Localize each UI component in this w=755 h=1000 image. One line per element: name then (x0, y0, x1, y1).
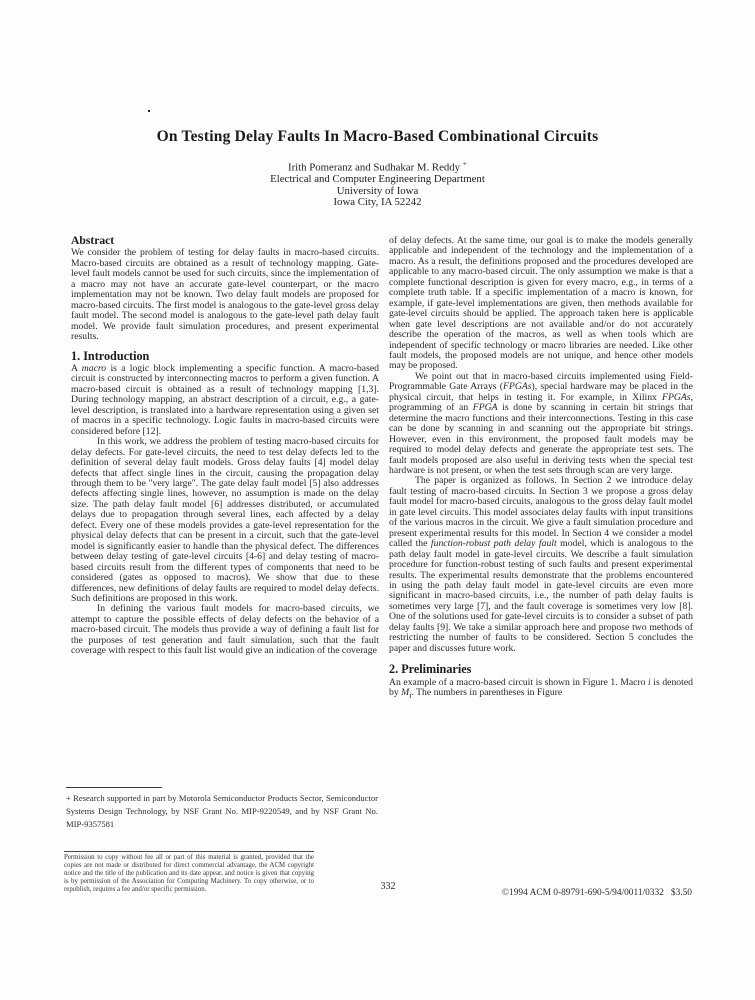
abstract-body: We consider the problem of testing for delay faults in macro-based circuits. Macro-based circuits are obtained as a result of technology mapping. Gate-level fault models cannot be used for such circuits, since the implementation of a macro may not have an accurate gate-level counterpart, or the macro implementation may not be known. Two delay fault models are proposed for macro-based circuits. The first model is analogous to the gate-level gross delay fault model. The second model is analogous to the gate-level path delay fault model. We provide fault simulation procedures, and present experimental results. (71, 247, 379, 343)
copyright-line: ©1994 ACM 0-89791-690-5/94/0011/0332 $3.50 (501, 888, 692, 898)
support-footnote (66, 787, 378, 830)
section-1-heading: 1. Introduction (71, 348, 150, 363)
intro-paragraph-4: We point out that in macro-based circuits implemented using Field-Programmable Gate Arrays (FPGAs), special hardware may be placed in the physical circuit, that helps in testing it. For example, in Xilinx FPGAs, programming of an FPGA is done by scanning in certain bit strings that determine the macro functions and their interconnections. Testing in this case can be done by scanning in and scanning out the appropriate bit strings. However, even in this environment, the proposed fault models may be required to model delay defects and generate the appropriate test sets. The fault models proposed are also useful in deriving tests when the special test hardware is not present, or when the test sets through scan are very large. (389, 370, 693, 476)
support-footnote-text: + Research supported in part by Motorola Semiconductor Products Sector, Semiconductor Systems Design Technology, by NSF Grant No. MIP-9220549, and by NSF Grant No. MIP-9357581 (66, 793, 378, 829)
preliminaries-paragraph-1: An example of a macro-based circuit is shown in Figure 1. Macro i is denoted by $M_i$. The numbers in parentheses in Figure (389, 676, 693, 700)
right-column (389, 236, 693, 701)
scan-artifact (148, 110, 150, 112)
authors-names: Irith Pomeranz and Sudhakar M. Reddy (287, 161, 461, 174)
footnote-rule (66, 787, 162, 788)
intro-paragraph-3: In defining the various fault models for macro-based circuits, we attempt to capture the possible effects of delay defects on the behavior of a macro-based circuit. The models thus provide a way of defining a fault list for the purposes of test generation and fault simulation, such that the fault coverage with respect to this fault list would give an indication of the coverage (71, 603, 379, 657)
acm-permission-notice: Permission to copy without fee all or part of this material is granted, provided that the copies are not made or distributed for direct commercial advantage, the ACM copyright notice and the title of the publication and its date appear, and notice is given that copying is by permission of the Association for Computing Machinery. To copy otherwise, or to republish, requires a fee and/or specific permission. (64, 851, 314, 894)
intro-paragraph-1: A macro is a logic block implementing a specific function. A macro-based circuit is constructed by interconnecting macros to perform a given function. A macro-based circuit is obtained as a result of technology mapping [1,3]. During technology mapping, an abstract description of a circuit, e.g., a gate-level description, is translated into a hardware representation using a given set of macros in a specific technology. Logic faults in macro-based circuits were considered before [12]. (71, 362, 379, 437)
intro-paragraph-5: The paper is organized as follows. In Section 2 we introduce delay fault testing of macro-based circuits. In Section 3 we propose a gross delay fault model for macro-based circuits, analogous to the gross delay fault model in gate level circuits. This model associates delay faults with input transitions of the various macros in the circuit. We give a fault simulation procedure and present experimental results for this model. In Section 4 we consider a model called the function-robust path delay fault model, which is analogous to the path delay fault model in gate-level circuits. We describe a fault simulation procedure for function-robust testing of such faults and present experimental results. The experimental results demonstrate that the problems encountered in using the path delay fault model in gate-level circuits are even more significant in macro-based circuits, i.e., the number of path delay faults is sometimes very large [7], and the fault coverage is sometimes very low [8]. One of the solutions used for gate-level circuits is to consider a subset of path delay faults [9]. We take a similar approach here and propose two methods of restricting the number of faults to be considered. Section 5 concludes the paper and discusses future work. (389, 475, 693, 654)
abstract-heading: Abstract (71, 234, 115, 247)
left-column (71, 236, 379, 657)
intro-paragraph-2: In this work, we address the problem of testing macro-based circuits for delay defects. For gate-level circuits, the need to test delay defects led to the definition of several delay fault models. Gross delay faults [4] model delay defects that affect single lines in the circuit, causing the propagation delay through them to be "very large". The gate delay fault model [5] also addresses defects affecting single lines, however, no assumption is made on the delay size. The path delay fault model [6] addresses distributed, or accumulated delays due to propagation through several lines, each affected by a delay defect. Every one of these models provides a gate-level representation for the physical delay defects that can be present in a circuit, such that the gate-level model is significantly easier to handle than the physical defect. The differences between delay testing of gate-level circuits [4-6] and delay testing of macro-based circuits result from the different types of components that need to be considered (gates as opposed to macros). We show that due to these differences, new definitions of delay faults are required to model delay defects. Such definitions are proposed in this work. (71, 436, 379, 604)
affiliation-university: University of Iowa (336, 184, 419, 197)
intro-paragraph-3-continuation: of delay defects. At the same time, our goal is to make the models generally applicable and independent of the technology and the implementation of a macro. As a result, the definitions proposed and the procedures developed are applicable to any macro-based circuit. The only assumption we make is that a complete functional description is given for every macro, e.g., in terms of a complete truth table. If a specific implementation of a macro is known, for example, if gate-level implementations are given, then methods available for gate-level circuits should be applied. The approach taken here is applicable when gate level descriptions are not available and/or do not accurately describe the operation of the macros, as well as when tools which are independent of specific technology or macro libraries are needed. Like other fault models, the proposed models are not unique, and hence other models may be proposed. (389, 235, 693, 372)
affiliation-department: Electrical and Computer Engineering Department (270, 173, 485, 186)
affiliation-city: Iowa City, IA 52242 (333, 196, 422, 209)
paper-title: On Testing Delay Faults In Macro-Based Combinational Circuits (156, 128, 599, 145)
author-affiliation-block (0, 158, 755, 209)
page-number: 332 (380, 881, 396, 892)
authors-line (0, 158, 755, 174)
section-2-heading: 2. Preliminaries (389, 662, 472, 677)
author-footnote-mark: + (462, 159, 468, 168)
